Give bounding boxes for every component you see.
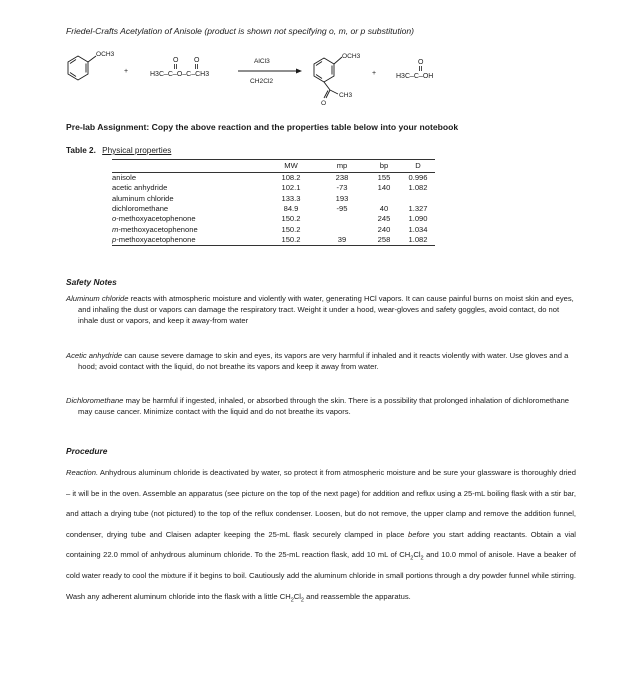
safety-note-aluminum-chloride — [66, 293, 578, 327]
mw-value: 102.1 — [281, 183, 301, 193]
compound-name: anisole — [112, 172, 137, 182]
acetic-acid-formula: H3C–C–OH — [396, 73, 434, 80]
acetic-acid-double-bond — [420, 66, 422, 71]
subscript: 2 — [420, 555, 424, 562]
header-d: D — [401, 160, 435, 173]
table-caption-text: Physical properties — [102, 146, 172, 155]
compound-name-text: -methoxyacetophenone — [116, 214, 196, 224]
compound-name-text: -methoxyacetophenone — [116, 235, 196, 245]
table-row — [112, 235, 435, 246]
table-row — [112, 193, 435, 203]
mw-value: 150.2 — [281, 214, 301, 224]
reaction-svg — [0, 40, 629, 120]
bp-value: 245 — [377, 214, 391, 224]
bp-value: 140 — [377, 183, 391, 193]
mp-value: 193 — [335, 193, 349, 203]
procedure-text-1: Anhydrous aluminum chloride is deactivated by water, so protect it from atmospheric moisture and be sure your glassware is thoroughly dried – it will be in the oven. Assemble an apparatus (see picture on the top of the next page) for addition and reflux using a 25-mL boiling flask with a stir bar, and attach a drying tube (not pictured) to the top of the reflux condenser. Loosen, but do not remove, the upper clamp and remove the addition funnel, condenser, drying tube and Claisen adapter keeping the 25-mL flask securely clamped in place — [66, 468, 576, 539]
compound-name — [112, 214, 265, 224]
density-value: 1.034 — [408, 224, 428, 234]
note-lead: Aluminum chloride — [66, 294, 129, 303]
density-value: 1.082 — [408, 183, 428, 193]
note-lead: Acetic anhydride — [66, 351, 123, 360]
bp-value — [367, 193, 401, 203]
procedure-heading: Procedure — [66, 446, 108, 456]
plus-sign-1: + — [124, 68, 129, 75]
mp-value — [317, 224, 367, 234]
anhydride-carbonyl-o2: O — [194, 57, 200, 64]
subscript: 2 — [410, 555, 414, 562]
bp-value: 40 — [379, 204, 389, 214]
compound-name-text: -methoxyacetophenone — [118, 224, 198, 234]
mp-value: -95 — [336, 204, 348, 214]
table-row — [112, 172, 435, 183]
mw-value: 133.3 — [281, 193, 301, 203]
procedure-text-3: and 10.0 mmol of anisole. Have a beaker of cold water ready to cool the mixture if it begins to boil. Cautiously add the aluminum chloride in small portions through a dry powder funnel while stirring. Wash any adherent aluminum chloride into the flask with a little CH — [66, 550, 576, 601]
table-row — [112, 214, 435, 224]
isomer-prefix: m — [112, 224, 119, 234]
safety-heading: Safety Notes — [66, 277, 117, 287]
note-text: can cause severe damage to skin and eyes, its vapors are very harmful if inhaled and it reacts violently with water. Use gloves and a hood; avoid contact with the liquid, do not breathe its vapors and keep it away from water. — [78, 351, 569, 372]
anhydride-carbonyl-o1: O — [173, 57, 179, 64]
bp-value: 240 — [377, 224, 391, 234]
compound-name — [112, 224, 265, 234]
compound-name: acetic anhydride — [112, 183, 168, 193]
header-mp: mp — [317, 160, 367, 173]
density-value: 0.996 — [408, 172, 428, 182]
plus-sign-2: + — [372, 70, 377, 77]
mp-value — [317, 214, 367, 224]
reaction-scheme — [0, 40, 629, 120]
header-bp: bp — [367, 160, 401, 173]
reagent-ch2cl2: CH2Cl2 — [250, 78, 274, 85]
product-carbonyl-o: O — [321, 100, 327, 107]
table-row — [112, 183, 435, 193]
compound-name: dichloromethane — [112, 204, 169, 214]
anisole-group-label: OCH3 — [96, 51, 115, 58]
product-methoxy-label: OCH3 — [342, 53, 361, 60]
table-caption — [66, 146, 171, 155]
header-mw: MW — [265, 160, 317, 173]
procedure-lead: Reaction. — [66, 468, 99, 477]
note-lead: Dichloromethane — [66, 396, 124, 405]
density-value — [401, 193, 435, 203]
arrow-head — [296, 69, 302, 74]
safety-note-acetic-anhydride — [66, 350, 578, 372]
table-header-row — [112, 160, 435, 173]
anhydride-double-bonds — [175, 64, 198, 69]
mp-value: 238 — [335, 172, 349, 182]
compound-name — [112, 235, 265, 246]
mp-value: -73 — [336, 183, 348, 193]
document-title: Friedel-Crafts Acetylation of Anisole (product is shown not specifying o, m, or p substitution) — [66, 26, 415, 36]
procedure-text-2: you start adding reactants. Obtain a vial containing 22.0 mmol of anhydrous aluminum chloride. To the 25-mL reaction flask, add 10 mL of CH — [66, 529, 576, 560]
product-methyl-label: CH3 — [339, 92, 353, 99]
procedure-text-3b: Cl — [293, 591, 301, 601]
table-row — [112, 204, 435, 214]
mw-value: 108.2 — [281, 172, 301, 182]
procedure-paragraph — [66, 463, 576, 607]
product-structure — [314, 57, 342, 98]
note-text: reacts with atmospheric moisture and violently with water, generating HCl vapors. It can cause painful burns on moist skin and eyes, and inhaling the dust or vapors can damage the respiratory tract. Weight it under a hood, wear-gloves and safety goggles, avoid contact, do not inhale dust or vapors, and keep it away-from water — [78, 294, 574, 326]
isomer-prefix: o — [112, 214, 117, 224]
header-name — [112, 160, 265, 173]
safety-note-dichloromethane — [66, 395, 578, 417]
prelab-assignment: Pre-lab Assignment: Copy the above reaction and the properties table below into your notebook — [66, 122, 459, 132]
density-value: 1.090 — [408, 214, 428, 224]
table-label: Table 2. — [66, 146, 96, 155]
mw-value: 150.2 — [281, 224, 301, 234]
table-row — [112, 224, 435, 234]
procedure-emphasis: before — [408, 529, 430, 539]
subscript: 2 — [290, 597, 294, 604]
bp-value: 155 — [377, 172, 391, 182]
mp-value: 39 — [317, 235, 367, 246]
mw-value: 84.9 — [283, 204, 299, 214]
density-value: 1.082 — [401, 235, 435, 246]
mw-value: 150.2 — [265, 235, 317, 246]
acetic-acid-carbonyl-o: O — [418, 59, 424, 66]
note-text: may be harmful if ingested, inhaled, or absorbed through the skin. There is a possibility that prolonged inhalation of dichloromethane may cause cancer. Minimize contact with the liquid and do not breathe its vapors. — [78, 396, 570, 417]
compound-name: aluminum chloride — [112, 193, 174, 203]
anhydride-formula: H3C–C–O–C–CH3 — [150, 71, 210, 78]
bp-value: 258 — [367, 235, 401, 246]
subscript: 2 — [300, 597, 304, 604]
density-value: 1.327 — [408, 204, 428, 214]
isomer-prefix: p — [112, 235, 117, 245]
anisole-structure — [68, 56, 96, 80]
procedure-text-4: and reassemble the apparatus. — [303, 591, 411, 601]
procedure-text-2b: Cl — [413, 550, 421, 560]
properties-table — [112, 159, 435, 246]
reagent-alcl3: AlCl3 — [254, 58, 270, 65]
